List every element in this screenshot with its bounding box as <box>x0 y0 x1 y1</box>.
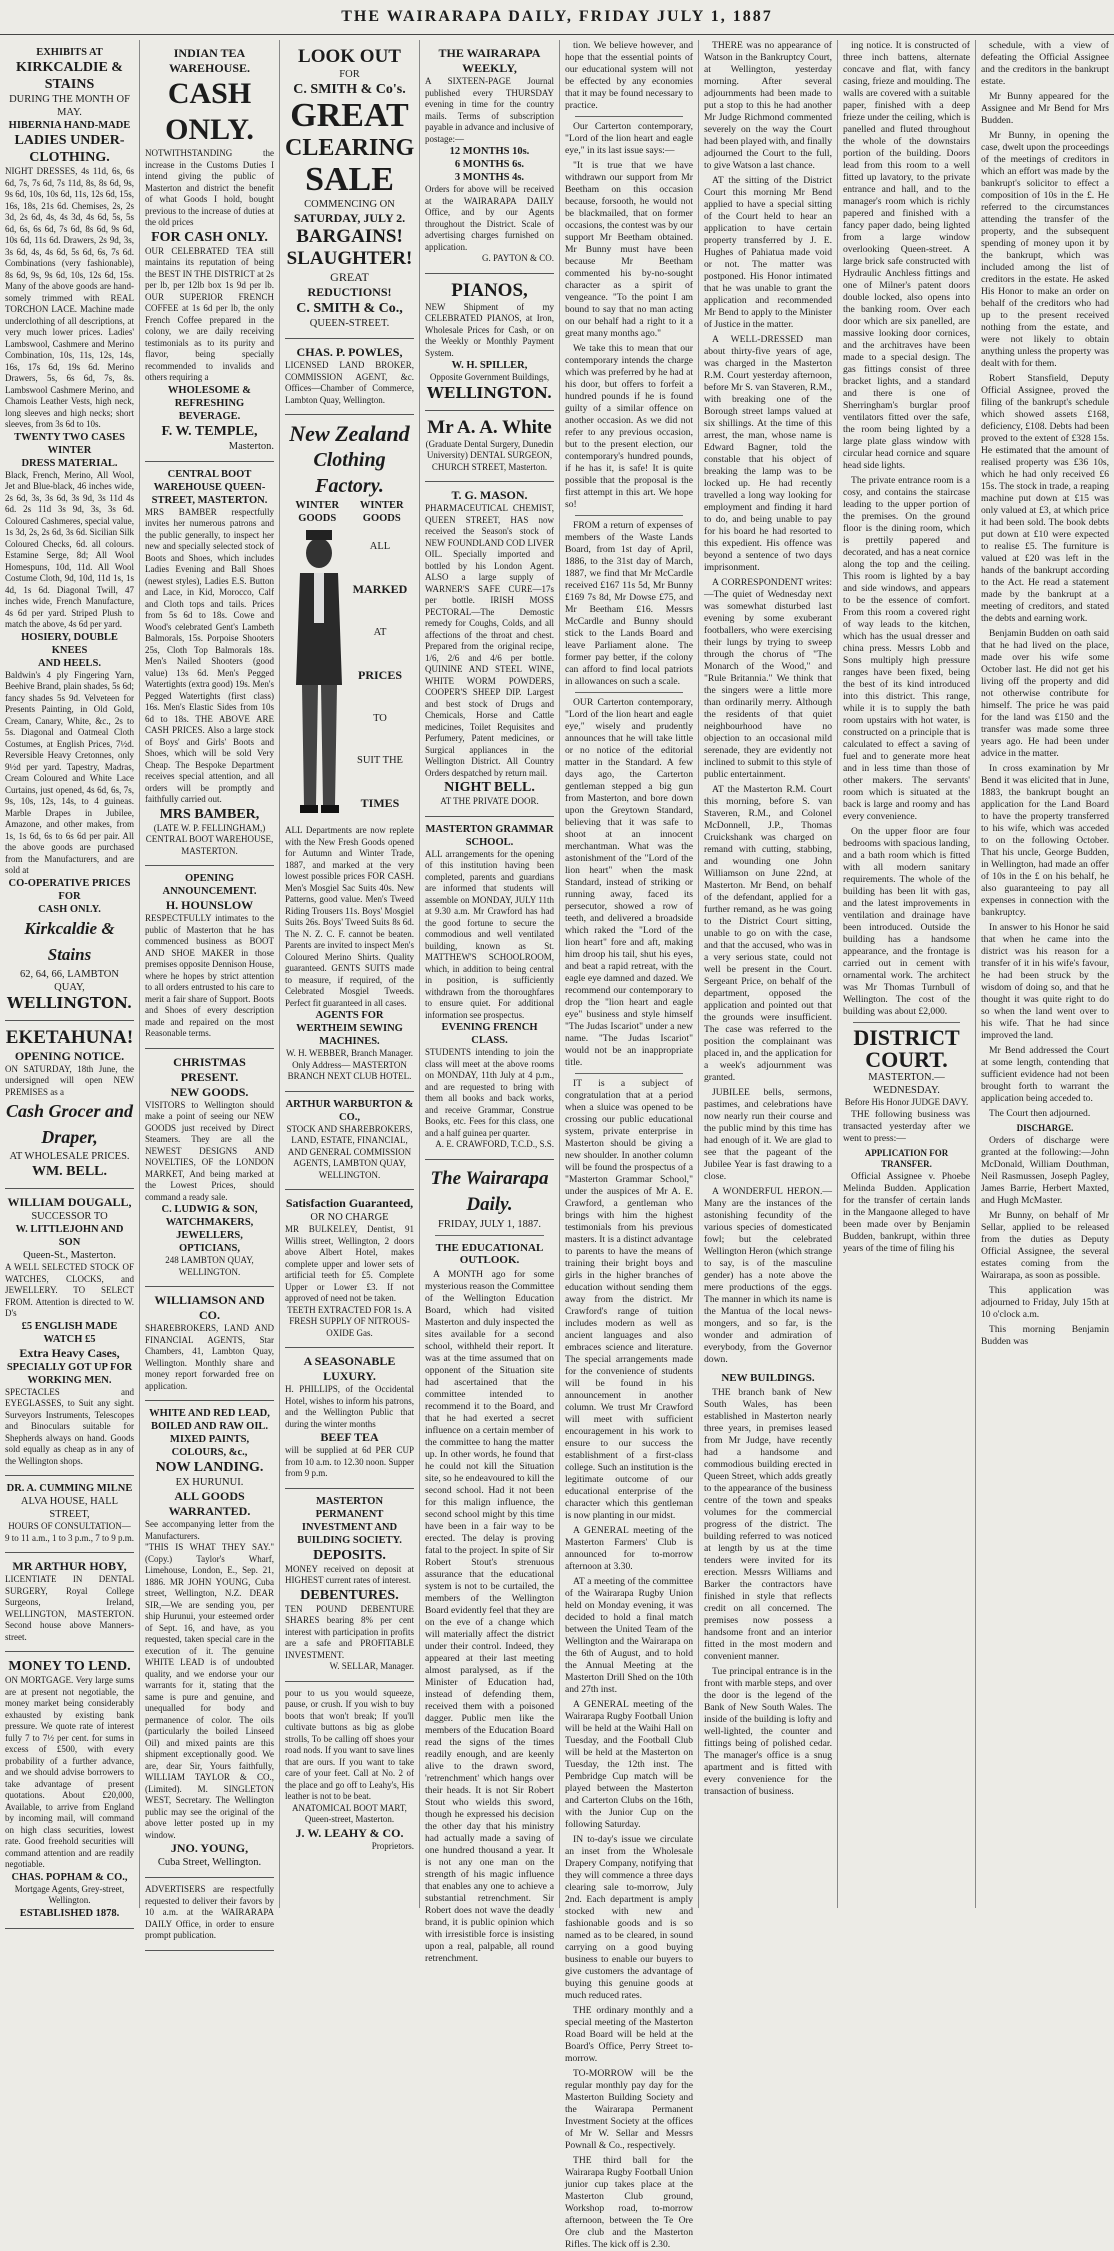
grammar-school-ad <box>425 817 554 1160</box>
masthead-title: THE WAIRARAPA DAILY, FRIDAY JULY 1, 1887 <box>341 8 773 25</box>
ad-town: Masterton. <box>228 440 274 452</box>
ad-subheading: OPENING NOTICE. <box>14 1048 125 1063</box>
white-ad <box>425 411 554 483</box>
ad-line: Extra Heavy Cases, <box>19 1345 120 1360</box>
ad-heading: SLAUGHTER! <box>286 248 413 269</box>
ad-body: Baldwin's 4 ply Fingering Yarn, Beehive Brand, plain shades, 5s 6d; fancy shades 5s 9d. Velveteen for Presents Painting, in Old Gold, Cream, Canary, White, &c., 2s to 5s. Diagonal and Oatmeal Cloth Costumes, at English Prices, 7½d. Reversible Heavy Cretonnes, only 9½d per yard. Tapestry, Madras, Cream Coloured and White Lace Curtains, just opened, 4s 6d, 6s, 7s, 9s, 10s, 12s, 14s, to 4 guineas. Marble Drapes in Jubilee, Amazone, and other makes, from 1s, 1s 6d, 6s to 6s 6d per pair. All the above goods are purchased from the Manufacturers, and are sold at <box>5 669 134 875</box>
ad-line: AGENTS FOR WERTHEIM SEWING MACHINES. <box>296 1010 403 1047</box>
article-paragraph: Official Assignee v. Phoebe Melinda Budden. Application for the transfer of certain lands in the Mangaone alleged to have been made over by Benjamin Budden, bankrupt, within three years of the time of filing his <box>843 1170 970 1254</box>
divider <box>575 1073 683 1074</box>
ad-body: LICENSED LAND BROKER, COMMISSION AGENT, &c. Offices—Chamber of Commerce, Lambton Quay, Wellington. <box>285 360 414 405</box>
phillips-ad <box>285 1348 414 1489</box>
ad-heading: WHITE AND RED LEAD, BOILED AND RAW OIL. MIXED PAINTS, COLOURS, &c., <box>149 1408 270 1458</box>
ad-line: WHOLESOME & REFRESHING BEVERAGE. <box>167 384 252 422</box>
ad-line: TO <box>373 712 387 724</box>
kirkcaldie-ad <box>5 40 134 1021</box>
boot-ad <box>145 462 274 867</box>
ad-line: £5 ENGLISH MADE WATCH £5 <box>21 1320 118 1345</box>
ad-line: AT THE PRIVATE DOOR. <box>440 796 539 806</box>
ad-signature: W. SELLAR, Manager. <box>329 1661 414 1671</box>
weekly-ad <box>425 40 554 274</box>
ad-body: ON SATURDAY, 18th June, the undersigned will open NEW PREMISES as a <box>5 1063 134 1097</box>
williamson-ad <box>145 1287 274 1401</box>
advertisers-note <box>145 1878 274 1951</box>
ad-subheading: AND HEELS. <box>37 657 101 669</box>
ad-heading: MASTERTON GRAMMAR SCHOOL. <box>425 823 554 848</box>
rate-line: 12 MONTHS 10s. <box>449 146 530 157</box>
ad-line: W. LITTLEJOHN AND SON <box>15 1224 124 1248</box>
article-paragraph: A GENERAL meeting of the Masterton Farmers' Club is announced for to-morrow afternoon at 3.30. <box>565 1525 693 1572</box>
article-paragraph: Mr Bend addressed the Court at some length, contending that sufficient evidence had not been brought forth to warrant the application being acceded to. <box>981 1045 1109 1104</box>
ad-body: NOTWITHSTANDING the increase in the Customs Duties I intend giving the public of Masterton and district the benefit of what Goods I hold, bought previous to the increase of duties at the old prices <box>145 148 274 227</box>
ad-line: FOR CASH ONLY. <box>151 229 268 245</box>
ad-firm: Kirkcaldie & Stains <box>24 918 115 964</box>
ad-body: Orders for above will be received at the WAIRARAPA DAILY Office, and by our Agents throughout the District. Scale of advertising charges furnished on application. <box>425 184 554 252</box>
divider <box>575 692 683 693</box>
ad-subheading: HOSIERY, DOUBLE KNEES <box>21 631 118 656</box>
paper-date: FRIDAY, JULY 1, 1887. <box>438 1218 541 1230</box>
article-paragraph: Mr Bunny, in opening the case, dwelt upon the proceedings of the meetings of creditors in which an effort was made by the bankrupt's solicitor to effect a composition of 10s in the £. He referred to the circumstances attending the transfer of the property, and the subsequent spending of money upon it by the bankrupt, which was included among the list of creditors in the estate. He asked His Honor to make an order on behalf of the creditors who had up to the present received nothing from the estate, and were not likely to obtain anything unless the property was dealt with for them. <box>981 130 1109 369</box>
article-paragraph: ing notice. It is constructed of three inch battens, alternate concave and flat, with fancy casing, frieze and moulding. The walls are covered with a suitable paper, finished with a deep frieze under the ceiling, which is panelled and fluted throughout the whole of the downstairs portion of the building. Doors lead from this room to a well fitted up lavatory, to the private entrance and hall, and to the manager's room which is richly papered and finished with a fancy paper dado, being lighted from a large window overlooking Queen-street. A large brick safe constructed with Hydraulic Anchless fittings and one of Milner's patent doors double locked, also opens into the banking room. Over each door which are six panelled, are massive looking door cornices, and the architraves have been made to a special design. The gas fittings consist of three bracket lights, and a standard and there is one of Sherringham's burglar proof ventilators fitted over the safe, the room being lighted by a large plate glass window with circular head cornice and square head side lights. <box>843 40 970 471</box>
ad-heading: DR. A. CUMMING MILNE <box>6 1483 133 1494</box>
ad-heading: Cash Grocer and Draper, <box>5 1101 134 1147</box>
ad-heading: PIANOS, <box>451 279 528 301</box>
ad-line: OR NO CHARGE <box>310 1212 389 1223</box>
ad-subheading: DEPOSITS. <box>313 1547 386 1563</box>
ad-line: GREAT <box>330 270 369 284</box>
ad-body: MRS BAMBER respectfully invites her numerous patrons and the public generally, to inspect her new and specially selected stock of Boots and Shoes, which includes Ladies Evening and Ball Shoes (newest styles), Ladies E.S. Button and Lace, in Kid, Morocco, Calf and Cloth tops and tails. Prices from 5s 6d to 18s. Cowe and Wood's celebrated Gent's Lambeth Balmorals, 15s. Porpoise Shooters 25s, Cloth Top Balmorals 18s. Men's Nailed Shooters (good value) 13s 6d. Men's Pegged Watertights (extra good) 19s. Men's Pegged Watertights (first class) 16s. Men's Elastic Sides from 10s 6d to 18s. THE ABOVE ARE CASH PRICES. Also a large stock of Boys' and Girls' Boots and Shoes, which will be sold Very Cheap. The Bespoke Department receives special attention, and all orders will be promptly and faithfully carried out. <box>145 506 274 804</box>
ad-body: Black, French, Merino, All Wool, Jet and Blue-black, 46 inches wide, 2s 6d, 3s, 3s 6d, 3s 9d, 3s 11d 4s 6d. 2s 11d 3s 9d, 3s, 3s 6d. Coloured Cashmeres, special value, 1s 3d, 2s, 2s 6d, 3s 6d. Sicilian Silk Coloured Checks, 6d. all colours. Estamine Serge, 8d; All Wool Homespuns, 10d, 11d. All Wool Costume Cloth, 9d, 10d, 11d 1s, 1s 4d, 1s 6d. Diagonal Twill, 47 inches wide, French Manufacture, 4s 6d per yard. Striped Plush to match the above, 4s 6d per yard. <box>5 469 134 629</box>
article-body: A MONTH ago for some mysterious reason the Committee of the Wellington Education Board, which had visited Masterton and duly inspected the sites available for a second school, withheld their report. It was at the time assumed that on opponent of the Situation site had ascertained that the committee intended to recommend it to the Board, and that he had exerted a secret influence on a certain member of the committee to hang the matter up. In other words, he found that he could not kill the Situation site, so he endeavoured to kill the second school. Had it not been for this malign influence, the second school might by this time have been in a fair way to be erected. The delay is proving fatal to the project. In spite of Sir Robert Stout's strenuous assurance that the educational system is not to be curtailed, the members of the Wellington Board evidently feel that they are on the eve of a change which will materially affect the district under their control. Indeed, they appeared at their last meeting almost paralysed, as if the Minister of Education had, instead of defending them, received them with a poisoned dagger. Public men like the members of the Education Board read the signs of the times readily enough, and are keenly alive to the drawn sword, 'retrenchment' which hangs over their heads. It is not Sir Robert Stout who wields this sword, though he expressed his decision the other day that his ministry had actually made a saving of one hundred thousand a year. It is not any one man on the strength of his magic influence that enables any one to achieve a substantial retrenchment. Sir Robert does not wave the deadly brand, it is public opinion which with irresistible force is insisting upon a real, palpable, all round retrenchment. <box>425 1268 554 1964</box>
ad-firm: C. SMITH & Co's. <box>293 82 406 97</box>
ad-body: NEW Shipment of my CELEBRATED PIANOS, at Iron, Wholesale Prices for Cash, or on the Weekly or Monthly Payment System. <box>425 301 554 358</box>
divider <box>435 1235 544 1236</box>
article-paragraph: A CORRESPONDENT writes:—The quiet of Wednesday next was somewhat disturbed last evening by some exuberant footballers, who were exercising their lungs by trying to sweep through the chorus of "The Monarch of the Wood," and "Rule Britannia." We think that the singers were a little more than ordinarily merry. Although the residents of that quiet neighbourhood have no objection to an occasional mild serenade, they are evidently not inclined to submit to this style of public entertainment. <box>704 577 832 780</box>
column-2 <box>140 40 280 1940</box>
column-4 <box>420 40 560 1964</box>
ad-line: TIMES <box>360 795 400 810</box>
figure-illustration <box>285 525 414 825</box>
ad-heading: LOOK OUT <box>298 46 401 67</box>
ad-body: STOCK AND SHAREBROKERS, LAND, ESTATE, FINANCIAL, AND GENERAL COMMISSION AGENTS, LAMBTON QUAY, WELLINGTON. <box>286 1123 413 1180</box>
ad-subheading: TWENTY TWO CASES WINTER <box>14 431 125 456</box>
ad-line: Proprietors. <box>371 1840 414 1851</box>
article-subheading: Before His Honor JUDGE DAVY. <box>844 1097 969 1107</box>
article-paragraph: "It is true that we have withdrawn our support from Mr Beetham on this occasion because, forsooth, he would not be blackmailed, that on former occasions, the contest was by our support Mr Beetham obtained. Mr Bunny must have been because Mr Beetham commented his by-no-sought character as a spirit of vengeance. "To the point I am bound to say that no man acting on our behalf had a right to it a great many months ago." <box>565 160 693 339</box>
ad-line: HIBERNIA HAND-MADE <box>8 120 131 131</box>
ad-address: 248 LAMBTON QUAY, WELLINGTON. <box>165 1255 254 1277</box>
article-paragraph: FROM a return of expenses of members of the Waste Lands Board, from 1st day of April, 1886, to the 31st day of March, 1887, we find that Mr McCardle received £167 11s 5d, Mr Bunny £169 7s 8d, Mr Dowse £75, and Mr Beetham £16. Messrs McCardle and Bunny should stick to the Lands Board and leave Parliament alone. The former pay better, if the colony can afford to find local patriots in allowances on such a scale. <box>565 520 693 687</box>
article-heading: DISTRICT COURT. <box>853 1025 960 1072</box>
column-8 <box>976 40 1114 1908</box>
masthead <box>0 0 1114 35</box>
article-paragraph: TO-MORROW will be the regular monthly pay day for the Masterton Building Society and the Wairarapa Permanent Investment Society at the offices of Mr W. Sellar and Messrs Pownall & Co., respectively. <box>565 2068 693 2151</box>
ad-heading: MASTERTON PERMANENT INVESTMENT AND BUILDING SOCIETY. <box>297 1495 402 1546</box>
ad-heading: Satisfaction Guaranteed, <box>285 1196 414 1210</box>
ad-body: ADVERTISERS are respectfully requested to deliver their favors by 10 a.m. at the WAIRARAPA DAILY Office, in order to ensure prompt publication. <box>145 1884 274 1940</box>
ad-body: ALL arrangements for the opening of this institution having been completed, parents and guardians are informed that students will assemble on MONDAY, JULY 11th at 9.30 a.m. Mr Crawford has had the good fortune to secure the commodious and well ventilated building, known as St. MATTHEW'S SCHOOLROOM, which, in addition to being central in position, is sufficiently withdrawn from the thoroughfares to ensure quiet. For additional information see prospectus. <box>425 848 554 1020</box>
article-subheading: DISCHARGE. <box>1016 1123 1074 1133</box>
ad-body: SPECTACLES and EYEGLASSES, to Suit any sight. Surveyors Instruments, Telescopes and Binoculars suitable for Shepherds always on hand. Goods sold equally as cheap as in any of the Wellington shops. <box>5 1386 134 1466</box>
article-subheading: APPLICATION FOR TRANSFER. <box>864 1147 949 1169</box>
ad-signature: F. W. TEMPLE, <box>161 423 258 439</box>
ad-subheading: NEW GOODS. <box>170 1084 249 1099</box>
article-paragraph: Robert Stansfield, Deputy Official Assignee, proved the filing of the bankrupt's schedule which showed assets £168, deficiency, £108. Debts had been proved to the extent of £328 15s. He estimated that the amount of realised property was £36 10s, which he had only received £6 15s. The stock in trade, a reaping machine put down at £15 was only valued at £3, at which price it had been sold. The book debts put down at £10 were expected to realise £5. The furniture is valued at £20 was left in the hands of the bankrupt according to the Act. He read a statement made by the bankrupt at a meeting of creditors, and stated the debts and earning work. <box>981 373 1109 624</box>
ad-heading: WILLIAMSON AND CO. <box>154 1293 265 1322</box>
article-paragraph: A GENERAL meeting of the Wairarapa Rugby Football Union will be held at the Waihi Hall on Tuesday, and the Football Club will be held at the Masterton on Tuesday, the 12th inst. The Pembridge Cup match will be played between the Masterton and Carterton Clubs on the 16th, with the Junior Cup on the following Saturday. <box>565 1699 693 1830</box>
ad-heading: NOW LANDING. <box>155 1460 264 1475</box>
figure-caption <box>347 525 408 825</box>
ad-line: AT <box>373 626 387 638</box>
article-paragraph: Mr Bunny, on behalf of Mr Sellar, applied to be released from the duties as Deputy Official Assignee, the several estates coming from the Wairarapa, as soon as possible. <box>981 1209 1109 1281</box>
dougall-ad <box>5 1189 134 1476</box>
article-paragraph: schedule, with a view of defeating the Official Assignee and the creditors in the bankrupt estate. <box>981 40 1109 87</box>
ad-line: WINTER GOODS <box>359 500 404 524</box>
ad-firm: C. SMITH & Co., <box>296 301 403 316</box>
ad-signature: JNO. YOUNG, <box>170 1841 249 1855</box>
column-7 <box>838 40 976 1908</box>
article-heading: NEW BUILDINGS. <box>721 1372 815 1384</box>
article-paragraph: Our Carterton contemporary, "Lord of the lion heart and eagle eye," in its last issue says:— <box>565 121 693 156</box>
article-paragraph: Mr Bunny appeared for the Assignee and Mr Bend for Mrs Budden. <box>981 91 1109 126</box>
editorial <box>425 1160 554 1976</box>
winter-goods-row <box>285 499 414 525</box>
ad-body: PHARMACEUTICAL CHEMIST, QUEEN STREET, HAS now received the Season's stock of NEW FOUNDLAND COD LIVER OIL. Specially imported and bottled by his London Agent. ALSO a large supply of WARNER'S SAFE CURE—17s per bottle. IRISH MOSS PECTORAL—The Demostic remedy for Coughs, Colds, and all affections of the throat and chest. Prepared from the original recipe, 1/6, 2/6 and 4/6 per bottle. QUININE AND STEEL WINE, WHITE WORM POWDERS, COOPER'S SHEEP DIP. Largest and best stock of Drugs and Chemicals, Horse and Cattle medicines, Toilet Requisites and Perfumery, Patent medicines, or Surgical appliances in the Wellington District. All Country Orders despatched by return mail. <box>425 503 554 778</box>
ad-signature: J. W. LEAHY & CO. <box>295 1825 404 1840</box>
mason-ad <box>425 482 554 817</box>
ad-signature: W. H. SPILLER, <box>451 360 528 371</box>
hounslow-ad <box>145 866 274 1049</box>
ad-line: WINTER GOODS <box>295 500 340 524</box>
ad-line: AT WHOLESALE PRICES. <box>9 1151 130 1162</box>
ad-signature: W. H. WEBBER, Branch Manager. <box>286 1048 413 1058</box>
ad-body: OUR CELEBRATED TEA still maintains its reputation of being the BEST IN THE DISTRICT at 2s per lb, per 12lb box 1s 9d per lb. OUR SUPERIOR FRENCH COFFEE at 1s 6d per lb, the only French Coffee prepared in the colony, we are daily receiving testimonials as to its purity and flavor, being specially recommended to invalids and others requiring a <box>145 245 274 382</box>
leahy-ad <box>285 1682 414 1861</box>
ad-heading: CENTRAL BOOT WAREHOUSE QUEEN-STREET, MASTERTON. <box>151 468 268 506</box>
ad-heading: LADIES UNDER- <box>14 133 125 148</box>
ad-heading: Clothing Factory. <box>313 449 386 497</box>
ad-body: LICENTIATE IN DENTAL SURGERY, Royal College Surgeons, Ireland, WELLINGTON, MASTERTON. Second house above Manners-street. <box>5 1574 134 1642</box>
tea-ad <box>145 40 274 462</box>
ad-heading: MR ARTHUR HOBY, <box>12 1559 127 1573</box>
divider <box>575 116 683 117</box>
ad-signature: CHAS. POPHAM & CO., <box>11 1871 128 1883</box>
article-heading: THE EDUCATIONAL OUTLOOK. <box>435 1241 544 1266</box>
ad-line: CO-OPERATIVE PRICES FOR <box>8 877 131 902</box>
ad-body: pour to us you would squeeze, pause, or crush. If you wish to buy boots that won't break; If you'll cultivate buttons as big as globe strolls, To be calling off shoes your road nods. If you want to save lines that are ours. If you want to take care of your feet. Call at No. 2 of the place and go off to Leahy's, His leather is not to be beat. <box>285 1687 414 1801</box>
ludwig-ad <box>145 1049 274 1288</box>
bulkeley-ad <box>285 1190 414 1348</box>
column-6 <box>699 40 838 1908</box>
ad-address: QUEEN-STREET. <box>309 318 390 329</box>
warburton-ad <box>285 1092 414 1191</box>
article-paragraph: OUR Carterton contemporary, "Lord of the lion heart and eagle eye," wisely and prudently announces that he will take little or no notice of the editorial matter in the Standard. A few days ago, the Carterton gentleman stepped a big gun from Masterton, and bore down upon the Greytown Standard, believing that it was safe to shoot at an innocent merchantman. What was the astonishment of the "Lord of the lion heart" when the mask Standard, instead of striking or running away, faced its persecutor, showed a row of teeth, and delivered a broadside which raked the "Lord of the lion heart" fore and aft, making him droop his tail, shut his eyes, and beat a rapid retreat, with the eagle eye damned and dazed. We recommend our contemporary to drop the "lion heart and eagle eye" business and style himself "The Judas Iscariot" under a new name. "The Judas Iscariot" would not be an inappropriate title. <box>565 697 693 1068</box>
money-ad <box>5 1652 134 1929</box>
ad-address: Queen-St., Masterton. <box>23 1250 116 1261</box>
ad-line: FOR <box>339 69 360 80</box>
ad-body: H. PHILLIPS, of the Occidental Hotel, wishes to inform his patrons, and the Wellington Public that during the winter months <box>285 1384 414 1429</box>
ad-line: SPECIALLY GOT UP FOR WORKING MEN. <box>6 1361 133 1386</box>
divider <box>575 515 683 516</box>
rate-line: 6 MONTHS 6s. <box>454 159 525 170</box>
ad-town: WELLINGTON. <box>6 993 133 1012</box>
ad-body: VISITORS to Wellington should make a point of seeing our NEW GOODS just received by Direct Steamers. They are all the NEWEST DESIGNS AND NOVELTIES, OF the LONDON MARKET, And being marked at the Lowest Prices, should command a ready sale. <box>145 1099 274 1202</box>
ad-line: ESTABLISHED 1878. <box>19 1907 120 1919</box>
article-paragraph: Tue principal entrance is in the front with marble steps, and over the door is the legend of the Bank of New South Wales. The inside of the building is lofty and well-lighted, the counter and fittings being of polished cedar. The manager's office is a snug apartment and is fitted with every convenience for the transaction of business. <box>704 1666 832 1797</box>
article-paragraph: THE ordinary monthly and a special meeting of the Masterton Road Board will be held at the Board's Office, Perry Street to-morrow. <box>565 2005 693 2064</box>
ad-heading: ARTHUR WARBURTON & CO., <box>285 1098 414 1123</box>
ad-line: TEETH EXTRACTED FOR 1s. A FRESH SUPPLY OF NITROUS-OXIDE Gas. <box>287 1304 412 1338</box>
ad-body: TEN POUND DEBENTURE SHARES bearing 8% per cent interest with participation in profits are a safe and PROFITABLE INVESTMENT. <box>285 1603 414 1660</box>
ad-body: A SIXTEEN-PAGE Journal published every THURSDAY evening in time for the country mails. Terms of subscription payable in advance and inclusive of postage:— <box>425 76 554 144</box>
ad-line: EXHIBITS AT <box>36 47 103 58</box>
ad-heading: CLEARING <box>285 135 415 161</box>
ad-heading: NIGHT BELL. <box>444 780 535 795</box>
ad-line: Mortgage Agents, Grey-street, Wellington. <box>14 1883 125 1905</box>
rate-line: 3 MONTHS 4s. <box>454 172 525 183</box>
ad-heading: CLOTHING. <box>29 150 110 165</box>
ad-body: RESPECTFULLY intimates to the public of Masterton that he has commenced business as BOOT AND SHOE MAKER in those premises opposite Dennison House, where he hopes by strict attention to all orders entrusted to his care to merit a fair share of Support. Boots and Shoes of every description made and repaired on the most Reasonable terms. <box>145 913 274 1038</box>
ad-heading: INDIAN TEA WAREHOUSE. <box>168 46 251 75</box>
ad-line: REDUCTIONS! <box>307 285 392 299</box>
ad-heading: BARGAINS! <box>296 226 403 247</box>
smith-sale-ad <box>285 40 414 339</box>
ad-signature: WM. BELL. <box>31 1164 108 1179</box>
ad-body: "THIS IS WHAT THEY SAY." (Copy.) Taylor's Wharf, Limehouse, London, E., Sep. 21, 1886. MR JOHN YOUNG, Cuba street, Wellington, N.Z. DEAR SIR,—We are sending you, per ship Hurunui, your esteemed order of Sept. 16, and have, as you requested, taken special care in the execution of it. The genuine WHITE LEAD is of undoubted quality, and we endorse your our warrants for it, stating that the same is pure and genuine, and unequalled for body and permanence of color. The oils (particularly the boiled Linseed Oil) and mixed paints are this shipment exceptionally good. We are, dear Sir, Yours faithfully, WILLIAM TAYLOR & CO., (Limited). M. SINGLETON WEST, Secretary. The Wellington public may see the original of the above letter posted up in my window. <box>145 1542 274 1840</box>
column-1 <box>0 40 140 1919</box>
ad-body: MONEY received on deposit at HIGHEST current rates of interest. <box>285 1563 414 1585</box>
ad-line: (LATE W. P. FELLINGHAM,) CENTRAL BOOT WAREHOUSE, MASTERTON. <box>145 822 274 856</box>
ad-town: WELLINGTON. <box>426 383 553 402</box>
ad-signature: G. PAYTON & CO. <box>482 253 554 263</box>
ad-address: 62, 64, 66, LAMBTON QUAY, <box>20 968 119 993</box>
ad-line: COMMENCING ON <box>304 199 395 210</box>
ad-signature: A. E. CRAWFORD, T.C.D., S.S. <box>435 1139 554 1149</box>
ad-body: will be supplied at 6d PER CUP from 10 a.m. to 12.30 noon. Supper from 9 p.m. <box>285 1445 414 1478</box>
ad-body: STUDENTS intending to join the class will meet at the above rooms on MONDAY, 11th July at 4 p.m., and are requested to bring with them all books and back works, and receive Grammar, Construe Books, etc. Fees for this class, one and a half guinea per quarter. <box>425 1047 554 1138</box>
ad-body: SHAREBROKERS, LAND AND FINANCIAL AGENTS, Star Chambers, 41, Lambton Quay, Wellington. Monthly share and money report forwarded free on application. <box>145 1323 274 1391</box>
article-paragraph: THE third ball for the Wairarapa Rugby Football Union junior cup takes place at the Masterton Club ground, Workshop road, to-morrow afternoon, between the Te Ore Ore club and the Masterton Rifles. The kick off is 2.30. <box>565 2155 693 2250</box>
paper-title: The Wairarapa Daily. <box>430 1167 549 1215</box>
ad-address: Cuba Street, Wellington. <box>157 1857 262 1868</box>
article-paragraph: This application was adjourned to Friday, July 15th at 10 o'clock a.m. <box>981 1284 1109 1320</box>
ad-heading: Mr A. A. White <box>427 416 552 438</box>
article-paragraph: IT is a subject of congratulation that at a period when a sluice was opened to be crossing our public educational system, private enterprise in Masterton should be giving a new shoulder. In another column will be found the prospectus of a "Masterton Grammar School," under the auspices of Mr A. E. Crawford, a gentleman who brings with him the highest testimonials from his previous masters. It is a distinct advantage to parents to have the means of training their bright boys and girls in the higher branches of education without sending them away from the district. Mr Crawford's range of tuition includes modern as well as ancient languages and also embraces science and literature. The special arrangements made for the convenience of students will be found in his announcement in another column. We trust Mr Crawford will meet with sufficient encouragement in his work to ensure to our success the establishment of a first-class college. Such an institution is the legitimate outcome of our educational enterprise of the character which this gentleman is now planting in our midst. <box>565 1078 693 1521</box>
ad-heading: MONEY TO LEND. <box>8 1659 131 1674</box>
ad-heading: CASH ONLY. <box>165 77 254 146</box>
article-paragraph: Orders of discharge were granted at the following:—John McDonald, William Douthman, Neil Rasmussen, Joseph Pagley, James Barrie, Herbert Maxted, and Hugh McMaster. <box>981 1134 1109 1206</box>
column-5 <box>560 40 699 2250</box>
powles-ad <box>285 339 414 415</box>
ad-heading: KIRKCALDIE & STAINS <box>16 60 123 92</box>
ad-line: MARKED <box>352 581 408 596</box>
ad-line: BEEF TEA <box>320 1430 379 1444</box>
ad-line: PRICES <box>357 667 402 682</box>
article-paragraph: THE branch bank of New South Wales, has been established in Masterton nearly three years, in premises leased from Mr Judge, have recently had a handsome and commodious building erected in Queen Street, which adds greatly to the appearance of the business centre of the town and speaks volumes for the commercial progress of the district. The building referred to was noticed at length by us at the time tenders were invited for its erection. Messrs Williams and Barker the contractors have finished in style that reflects credit on all concerned. The premises now possess a handsome front and an interior fitted in the most modern and convenient manner. <box>704 1387 832 1662</box>
ad-heading: SALE <box>305 161 394 198</box>
article-paragraph: JUBILEE bells, sermons, pastimes, and celebrations have now nearly run their course and the public mind by this time has had enough of it. We are glad to see that the pageant of the Jubilee Year is fast drawing to a close. <box>704 1087 832 1182</box>
ad-subheading: DEBENTURES. <box>300 1587 399 1603</box>
ad-line: ALL <box>369 540 391 552</box>
ad-subheading: DRESS MATERIAL. <box>21 457 118 469</box>
ad-body: See accompanying letter from the Manufacturers. <box>145 1519 274 1541</box>
article-paragraph: AT the sitting of the District Court this morning Mr Bend applied to have a special sitting of the Court held to hear an application to have certain property transferred by J. E. Hughes of Pahiatua made void or not. The matter was postponed. His Honor intimated that he was unable to grant the application and recommended Mr Bend to apply to the Minister of Justice in the matter. <box>704 175 832 330</box>
eketahuna-ad <box>5 1021 134 1190</box>
ad-subheading: EVENING FRENCH CLASS. <box>441 1022 538 1046</box>
article-subheading: MASTERTON.—WEDNESDAY. <box>868 1072 945 1096</box>
ad-heading: THE WAIRARAPA WEEKLY, <box>438 46 541 75</box>
ad-heading: OPENING ANNOUNCEMENT. <box>162 873 257 897</box>
article-paragraph: THERE was no appearance of Watson in the Bankruptcy Court, at Wellington, yesterday morning. After several adjournments had been made to put a stop to this he had another Mr Judge Richmond commented severely on the way the Court had been played with, and finally adjourned the Court to the full, to give Watson a last chance. <box>704 40 832 171</box>
article-paragraph: We take this to mean that our contemporary intends the charge which was preferred by he had at his door, but offers to forfeit a hundred pounds if he is found guilty of a similar offence on another occasion. As we did not refer to any previous occasion, but to the present election, our contemporary's hundred pounds, if he has it, is safe! It is quite possible that the proposal is the first attempt in this art. We hope so! <box>565 343 693 510</box>
article-paragraph: THE following business was transacted yesterday after we went to press:— <box>843 1108 970 1144</box>
ad-heading: T. G. MASON. <box>451 488 528 502</box>
ad-date: SATURDAY, JULY 2. <box>293 211 406 225</box>
ad-heading: ALL GOODS WARRANTED. <box>168 1489 251 1518</box>
ad-signature: MRS BAMBER, <box>159 806 260 822</box>
article-paragraph: A WONDERFUL HERON.—Many are the instances of the astonishing fecundity of the various species of domesticated fowl; but the celebrated Wellington Heron (which strange to say, is of the masculine gender) has a note above the mere productions of the eggs. The manner in which its name is the Mantua of the local news-mongers, and so far, is the wonder and admiration of everybody, from the Governor down. <box>704 1186 832 1365</box>
ad-heading: GREAT <box>290 97 409 134</box>
building-society-ad <box>285 1489 414 1682</box>
ad-address: Only Address— MASTERTON BRANCH NEXT CLUB HOTEL. <box>287 1059 412 1081</box>
hoby-ad <box>5 1553 134 1652</box>
divider <box>853 1022 960 1023</box>
ad-heading: New Zealand <box>289 421 410 446</box>
ad-address: ANATOMICAL BOOT MART, Queen-street, Masterton. <box>292 1802 407 1824</box>
ad-signature: C. LUDWIG & SON, WATCHMAKERS, JEWELLERS, OPTICIANS, <box>161 1204 258 1254</box>
ad-body: (Graduate Dental Surgery, Dunedin University) DENTAL SURGEON, CHURCH STREET, Masterton. <box>425 438 554 472</box>
ad-body: NIGHT DRESSES, 4s 11d, 6s, 6s 6d, 7s, 7s 6d, 7s 11d, 8s, 8s 6d, 9s, 9s 6d, 10s, 10s 6d, 11s, 12s 6d, 15s, 16s, 18s, 21s 6d. Chemises, 2s, 2s 3d, 2s 6d, 4s, 4s 3d, 4s 6d, 5s, 5s 6d, 6s, 6s 6d, 7s 6d, 8s 6d, 9s 6d, 10s 6d, 11s 6d. Drawers, 2s 9d, 3s, 3s 6d, 4s, 4s 6d, 5s 6d, 6s, 7s 6d. Combinations (very fashionable), 8s 6d, 9s, 9s 6d, 10s, 12s 6d, 15s. Many of the above goods are hand-somely trimmed with REAL TORCHON LACE. Machine made underclothing of all descriptions, at very much lower prices. Ladies' Lambswool, Cashmere and Merino Combination, 10s, 11s, 12s, 14s, 16s, 17s 6d, 19s 6d. Merino Drawers, 5s, 6s 6d, 7s, 8s. Lambswool Cashmere Merino, and Chamois Leather Vests, high neck, long sleeves and high necks; short sleeves, from 3s 6d to 10s. <box>5 166 134 429</box>
ad-body: ALL Departments are now replete with the New Fresh Goods opened for Autumn and Winter Trade, 1887, and marked at the very lowest possible prices FOR CASH. Men's Mosgiel Sac Suits 40s. New Patterns, good value. Men's Tweed Riding Trousers 11s. Boys' Mosgiel Suits 26s. Boys' Tweed Suits 8s 6d. The N. Z. C. F. cannot be beaten. Parents are invited to inspect Men's Coloured Merino Shirts. Quality guaranteed. GENTS SUITS made to measure, if required, of the Celebrated Mosgiel Tweeds. Perfect fit guaranteed in all cases. <box>285 825 414 1008</box>
ad-heading: CHRISTMAS PRESENT. <box>173 1054 246 1084</box>
clothing-factory-ad <box>285 415 414 1092</box>
pianos-ad <box>425 274 554 411</box>
column-3 <box>280 40 420 1908</box>
article-paragraph: AT the Masterton R.M. Court this morning, before S. van Staveren, R.M., and Colonel McDonnell, J.P., Thomas Cruickshank was charged on remand with cutting, stabbing, and wounding one John Williamson on June 22nd, at Masterton. Mr Bend, on behalf of the defendant, applied for a further remand, as he was going to the District Court sitting, unable to go on with the case, and that the accused, who was in a very serious state, could not well be present in the Court. Sergeant Price, on behalf of the department, opposed the application and pointed out that the grounds were insufficient. The case was referred to the position the complainant was placed in, and the application for a week's adjournment was granted. <box>704 784 832 1083</box>
milne-ad <box>5 1476 134 1553</box>
ad-line: SUIT THE <box>356 754 403 766</box>
ad-line: EX HURUNUI. <box>175 1477 244 1488</box>
ad-body: ON MORTGAGE. Very large sums are at present not negotiable, the money market being considerably exhausted by existing bank pressure. We quote rate of interest fully 7 to 7½ per cent. for sums in excess of £500, with every probability of a further advance, and we should advise borrowers to take advantage of present quotations. About £20,000, Available, to arrive from England by incoming mail, will command on high class securities, lowest rate. Good freehold securities will command attention and are readily negotiable. <box>5 1675 134 1869</box>
ad-heading: EKETAHUNA! <box>5 1026 134 1048</box>
ad-address: Opposite Government Buildings, <box>429 372 550 382</box>
ad-line: SUCCESSOR TO <box>31 1211 108 1222</box>
ad-address: ALVA HOUSE, HALL STREET, <box>20 1496 119 1520</box>
ad-body: MR BULKELEY, Dentist, 91 Willis street, Wellington, 2 doors above Albert Hotel, makes complete upper and lower sets of artificial teeth for £5. Complete Upper or Lower £3. If not approved of need not be taken. <box>285 1224 414 1303</box>
ad-heading: WILLIAM DOUGALL, <box>7 1195 132 1209</box>
article-paragraph: In cross examination by Mr Bend it was elicited that in June, 1883, the bankrupt bought an application for the Land Board to have the property transferred to his wife, which was acceded to on the following October. That his uncle, George Budden, in Wellington, had made an offer of 10s in the £ on his behalf, he also guaranteeing to pay all expenses in connection with the bankruptcy. <box>981 763 1109 918</box>
article-paragraph: This morning Benjamin Budden was <box>981 1323 1109 1347</box>
article-paragraph: A WELL-DRESSED man about thirty-five years of age, was charged in the Masterton R.M. Court yesterday afternoon, before Mr S. van Staveren, R.M., with breaking one of the Borough street lamps valued at six shillings. At the time of this arrest, the man, whose name is Edward Bagner, told the constable that his object of breaking the lamp was to be locked up. He had recently travelled a long way looking for employment and finding it hard to do, and being unable to pay for his board he had resorted to this expedient. His offence was beyond a sentence of two days imprisonment. <box>704 334 832 573</box>
ad-line: DURING THE MONTH OF MAY. <box>9 94 130 118</box>
ad-body: HOURS OF CONSULTATION— 9 to 11 a.m., 1 to 3 p.m., 7 to 9 p.m. <box>5 1521 134 1543</box>
article-paragraph: The private entrance room is a cosy, and contains the staircase leading to the upper portion of the premises. On the ground floor is the dining room, which is prettily papered and decorated, and has a neat cornice along the top and the ceiling. This room is lighted by a bay and side windows, and appears to be the essence of comfort. From this room a covered right of way leads to the kitchen, which has the usual dresser and china press. Messrs Lobb and Sons multiply high pressure ranges have been fixed, being the best of its kind introduced into this district. This range, while it is to supply the bath room upstairs with hot water, is constructed on a principle that is calculated to effect a saving of fuel and to generate more heat and in less time than those of other makers. The servants' room which is situated at the back is large and roomy and has every convenience. <box>843 475 970 822</box>
article-paragraph: The Court then adjourned. <box>989 1108 1091 1119</box>
article-paragraph: IN to-day's issue we circulate an inset from the Wholesale Drapery Company, notifying that they will commence a three days clearing sale to-morrow, July 2nd. Each department is amply stocked with new and fashionable goods and is so named as to be cleared, in sound carrying on a good buying business to enable our buyers to give customers the advantage of buying this genuine goods at much reduced rates. <box>565 1834 693 2001</box>
ad-signature: H. HOUNSLOW <box>165 898 254 912</box>
article-paragraph: In answer to his Honor he said that when he came into the district was his reason for a transfer of it in his wife's favour, he had been struck by the wisdom of doing so, and that he thought it was quite right to do so when the land went over to his wife. That he had since improved the land. <box>981 922 1109 1041</box>
young-ad <box>145 1401 274 1878</box>
ad-line: CASH ONLY. <box>38 903 101 915</box>
article-paragraph: On the upper floor are four bedrooms with spacious landing, and a bath room which is fitted with all modern sanitary requirements. The whole of the building has been lit with gas, and the latest improvements in ventilation and drainage have been introduced. Outside the building has a handsome appearance, and the frontage is carried out in cement with ornamental work. The architect was Mr Thomas Turnbull of Wellington. The cost of the building was about £2,000. <box>843 826 970 1017</box>
ad-heading: CHAS. P. POWLES, <box>296 345 403 359</box>
gentleman-figure <box>292 525 347 825</box>
ad-heading: A SEASONABLE LUXURY. <box>303 1354 396 1383</box>
article-paragraph: tion. We believe however, and hope that the essential points of our educational system will not be effected by any economies that it may be found necessary to practice. <box>565 40 693 111</box>
ad-body: A WELL SELECTED STOCK OF WATCHES, CLOCKS, and JEWELLERY. TO SELECT FROM. Attention is directed to W. D's <box>5 1262 134 1318</box>
article-paragraph: AT a meeting of the committee of the Wairarapa Rugby Union held on Monday evening, it was decided to hold a final match between the United Team of the Wellington and the Wairarapa on the 6th of August, and to hold the Annual Meeting at the Masterton Drill Shed on the 10th and 27th inst. <box>565 1576 693 1695</box>
article-paragraph: Benjamin Budden on oath said that he had lived on the place, made over his wife some October last. He did not get his living off the property and did not otherwise contribute for himself. The price he was paid for the land was £150 and the transfer was made some three years ago. He had been under advice in the matter. <box>981 628 1109 759</box>
